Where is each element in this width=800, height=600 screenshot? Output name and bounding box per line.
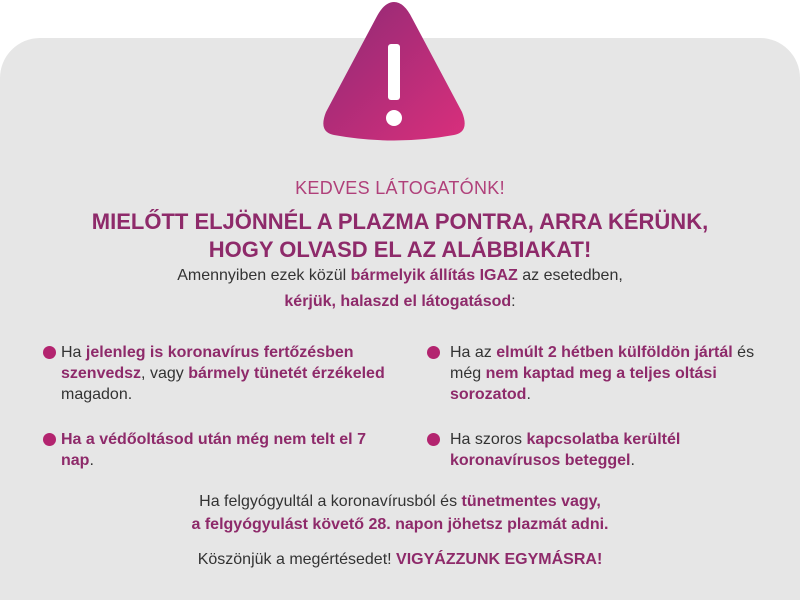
recovery-note	[0, 490, 800, 536]
footer-text: Ha felgyógyultál a koronavírusból és	[199, 493, 462, 510]
footer-text: Köszönjük a megértésedet!	[197, 551, 397, 568]
item-text: Ha szoros	[450, 431, 527, 448]
greeting: KEDVES LÁTOGATÓNK!	[295, 178, 505, 198]
item-text: magadon.	[61, 386, 133, 403]
item-text: .	[630, 452, 635, 469]
condition-item-vaccine	[61, 429, 391, 471]
thanks-note	[0, 548, 800, 571]
headline-line-2: HOGY OLVASD EL AZ ALÁBBIAKAT!	[208, 237, 592, 262]
item-text: Ha az	[450, 344, 497, 361]
headline-line-1: MIELŐTT ELJÖNNÉL A PLAZMA PONTRA, ARRA KÉRÜNK,	[91, 209, 709, 234]
bullet-dot-icon	[427, 433, 440, 446]
bullet-dot-icon	[427, 346, 440, 359]
item-text: és még	[450, 344, 755, 382]
item-text: .	[89, 452, 94, 469]
footer-highlight: tünetmentes vagy,	[461, 493, 601, 510]
item-highlight: kapcsolatba kerültél koronavírusos beteggel	[450, 431, 681, 469]
item-highlight: elmúlt 2 hétben külföldön jártál	[496, 344, 733, 361]
bullet-dot-icon	[43, 433, 56, 446]
intro-highlight: bármelyik állítás IGAZ	[350, 267, 518, 284]
item-highlight: nem kaptad meg a teljes oltási sorozatod	[450, 365, 717, 403]
footer-highlight: VIGYÁZZUNK EGYMÁSRA!	[396, 551, 603, 568]
headline	[0, 208, 800, 264]
warning-exclamation-icon	[318, 0, 470, 142]
item-text: , vagy	[141, 365, 189, 382]
intro-highlight: kérjük, halaszd el látogatásod	[284, 293, 512, 310]
bullet-dot-icon	[43, 346, 56, 359]
intro-text: :	[511, 293, 516, 310]
item-highlight: bármely tünetét érzékeled	[188, 365, 385, 382]
item-text: .	[526, 386, 531, 403]
condition-item-symptoms	[61, 342, 421, 405]
item-highlight: Ha a védőoltásod után még nem telt el 7 nap	[61, 431, 366, 469]
intro	[0, 263, 800, 315]
condition-item-contact	[450, 429, 780, 471]
recovery-line-1	[0, 490, 800, 513]
recovery-line-2: a felgyógyulást követő 28. napon jöhetsz plazmát adni.	[191, 516, 609, 533]
intro-text: az esetedben,	[517, 267, 623, 284]
condition-item-travel	[450, 342, 768, 405]
intro-text: Amennyiben ezek közül	[177, 267, 351, 284]
item-highlight: jelenleg is koronavírus fertőzésben szenvedsz	[61, 344, 354, 382]
intro-line-1	[0, 263, 800, 289]
intro-line-2	[0, 289, 800, 315]
item-text: Ha	[61, 344, 86, 361]
